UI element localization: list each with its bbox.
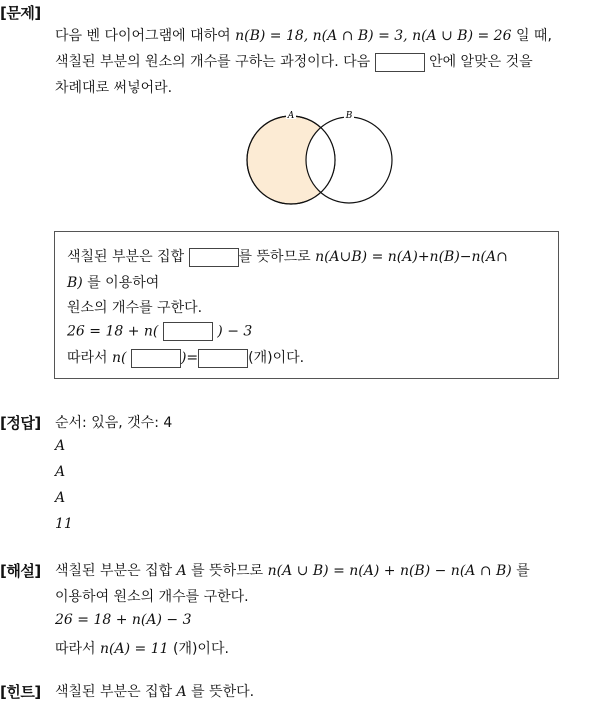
set-b-label: B [345,111,353,121]
solution-text: (개)이다. [172,641,229,657]
hint-text: 색칠된 부분은 집합 [55,684,173,700]
hint-label: [힌트] [0,683,41,701]
hint-line [55,681,254,701]
solution-text: 색칠된 부분은 집합 [55,563,173,579]
solution-formula: n(A ∪ B) = n(A) + n(B) − n(A ∩ B) [267,563,512,579]
answer-item-4: 11 [55,516,73,532]
problem-given-values: n(B) = 18, n(A ∩ B) = 3, n(A ∪ B) = 26 [235,28,512,44]
process-formula: )= [180,350,199,366]
process-line-1 [67,246,508,267]
answer-item-2: A [55,464,66,480]
process-line-5 [67,347,304,368]
hint-text: 를 뜻한다. [191,684,255,700]
answer-blank-3[interactable] [131,349,181,368]
solution-line-2: 이용하여 원소의 개수를 구한다. [55,589,249,605]
process-formula: 26 = 18 + n( [67,323,159,340]
solution-label: [해설] [0,562,41,580]
problem-text: 다음 벤 다이어그램에 대하여 [55,28,231,44]
solution-line-3: 26 = 18 + n(A) − 3 [55,612,192,628]
process-text: 를 이용하여 [87,275,160,291]
process-text: 색칠된 부분은 집합 [67,249,185,265]
problem-line-3: 차례대로 써넣어라. [55,80,173,96]
answer-blank-2[interactable] [163,322,213,341]
process-line-2 [67,272,159,292]
process-text: 따라서 [67,350,108,366]
process-line-3: 원소의 개수를 구한다. [67,300,203,316]
process-text: (개)이다. [248,350,305,366]
process-line-4 [67,322,252,341]
process-formula: n(A∪B) = n(A)+n(B)−n(A∩ [315,249,508,265]
process-formula: B) [67,275,83,291]
solution-text: 를 [516,563,530,579]
problem-text: 안에 알맞은 것을 [429,54,533,70]
answer-order-info: 순서: 있음, 갯수: 4 [55,415,173,431]
solution-line-1 [55,560,530,580]
solution-formula: n(A) = 11 [100,641,169,657]
answer-blank-4[interactable] [198,349,248,368]
solution-formula: A [176,563,187,579]
answer-item-1: A [55,438,66,454]
process-formula: n( [112,350,127,366]
process-formula: ) − 3 [217,323,253,340]
answer-blank-1[interactable] [189,248,239,267]
problem-text: 일 때, [515,28,552,44]
solution-text: 를 뜻하므로 [191,563,264,579]
process-box [54,231,559,379]
problem-text: 색칠된 부분의 원소의 개수를 구하는 과정이다. 다음 [55,54,371,70]
set-a-label: A [287,111,295,121]
answer-item-3: A [55,490,66,506]
solution-line-4 [55,638,229,658]
problem-label: [문제] [0,4,41,22]
answer-label: [정답] [0,414,41,432]
hint-formula: A [176,684,187,700]
process-text: 를 뜻하므로 [238,249,311,265]
solution-text: 따라서 [55,641,96,657]
